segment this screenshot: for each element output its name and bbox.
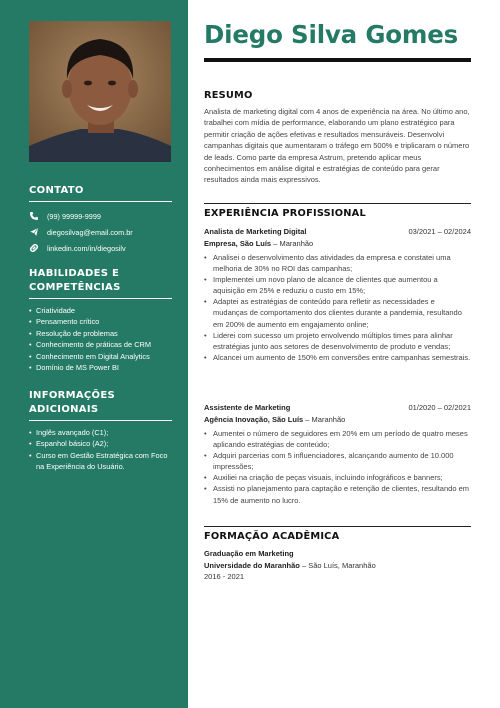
job-bullets-2 (204, 428, 471, 506)
education-location: – São Luís, Maranhão (299, 560, 376, 570)
education-school: Universidade do Maranhão (204, 560, 300, 570)
job-dates: 01/2020 – 02/2021 (408, 403, 471, 412)
additional-item: • Espanhol básico (A2); (29, 438, 172, 449)
education-years: 2016 - 2021 (204, 572, 245, 582)
job-company: Empresa, São Luís (204, 238, 272, 248)
job-bullet: • Auxiliei na criação de peças visuais, incluindo infográficos e banners; (204, 472, 471, 483)
contact-section (29, 184, 172, 256)
skill-item: • Conhecimento em Digital Analytics (29, 351, 172, 362)
education-entry (204, 548, 471, 583)
skill-item: • Domínio de MS Power BI (29, 362, 172, 373)
skills-list (29, 305, 172, 373)
additional-title: INFORMAÇÕES ADICIONAIS (29, 389, 172, 421)
job-role: Assistente de Marketing (204, 403, 291, 412)
education-title: FORMAÇÃO ACADÊMICA (204, 531, 340, 542)
sidebar (0, 0, 188, 708)
job-bullet: • Assisti no planejamento para captação e retenção de clientes, resultando em 15% de aumento no lucro. (204, 483, 471, 505)
education-degree: Graduação em Marketing (204, 549, 294, 558)
job-bullet: • Implementei um novo plano de alcance de clientes que aumentou a aquisição em 25% e reduziu o custo em 15%; (204, 274, 471, 296)
profile-photo (29, 21, 171, 162)
phone-text: (99) 99999-9999 (47, 211, 101, 221)
skill-item: • Criatividade (29, 305, 172, 316)
name-divider (204, 58, 471, 62)
phone-icon (29, 211, 39, 221)
contact-linkedin[interactable] (29, 240, 172, 256)
email-text[interactable]: diegosilvag@email.com.br (47, 227, 133, 237)
skill-item: • Resolução de problemas (29, 328, 172, 339)
summary-text: Analista de marketing digital com 4 anos de experiência na área. No último ano, trabalhei com mídia de performance, elaborando um plano estratégico para permitir criação de ações efetivas e resultados mensuráveis. Desenvolvi campanhas digitais que aumentaram o tráfego em 500% e triplicaram o número de leads. Como parte da empresa Astrum, pretendo aplicar meus conhecimentos em análise digital e estratégias de conteúdo para gerar resultados ainda mais expressivos. (204, 107, 470, 185)
additional-list (29, 427, 172, 473)
job-bullet: • Alcancei um aumento de 150% em conversões entre campanhas semestrais. (204, 352, 471, 363)
contact-title: CONTATO (29, 184, 172, 202)
contact-phone (29, 208, 172, 224)
send-icon (29, 227, 39, 237)
job-company: Agência Inovação, São Luís (204, 414, 304, 424)
job-bullet: • Liderei com sucesso um projeto envolvendo múltiplos times para alinhar estratégias junto aos setores de desenvolvimento de produto e vendas; (204, 330, 471, 352)
education-divider (204, 526, 471, 527)
skill-item: • Pensamento crítico (29, 316, 172, 327)
summary-title: RESUMO (204, 90, 253, 101)
job-bullet: • Adquiri parcerias com 5 influenciadores, alcançando aumento de 10.000 impressões; (204, 450, 471, 472)
linkedin-text[interactable]: linkedin.com/in/diegosilv (47, 243, 126, 253)
skills-title: HABILIDADES E COMPETÊNCIAS (29, 267, 172, 299)
additional-section (29, 389, 172, 473)
job-header-1 (204, 226, 471, 249)
job-header-2 (204, 402, 471, 425)
link-icon (29, 243, 39, 253)
skill-item: • Conhecimento de práticas de CRM (29, 339, 172, 350)
skills-section (29, 267, 172, 373)
job-role: Analista de Marketing Digital (204, 227, 307, 236)
job-bullets-1 (204, 252, 471, 363)
experience-title: EXPERIÊNCIA PROFISSIONAL (204, 208, 366, 219)
job-bullet: • Aumentei o número de seguidores em 20% em um período de quatro meses aplicando estratégias de conteúdo; (204, 428, 471, 450)
additional-item: • Curso em Gestão Estratégica com Foco na Experiência do Usuário. (29, 450, 172, 473)
experience-divider (204, 203, 471, 204)
job-bullet: • Analisei o desenvolvimento das atividades da empresa e constatei uma melhoria de 30% no ROI das campanhas; (204, 252, 471, 274)
job-location: – Maranhão (303, 414, 346, 424)
candidate-name: Diego Silva Gomes (204, 20, 458, 49)
additional-item: • Inglês avançado (C1); (29, 427, 172, 438)
contact-email[interactable] (29, 224, 172, 240)
job-dates: 03/2021 – 02/2024 (408, 227, 471, 236)
job-location: – Maranhão (271, 238, 314, 248)
job-bullet: • Adaptei as estratégias de conteúdo para refletir as necessidades e mudanças de comportamento dos clientes durante a pandemia, resultando em 200% de aumento em engajamento online; (204, 296, 471, 329)
